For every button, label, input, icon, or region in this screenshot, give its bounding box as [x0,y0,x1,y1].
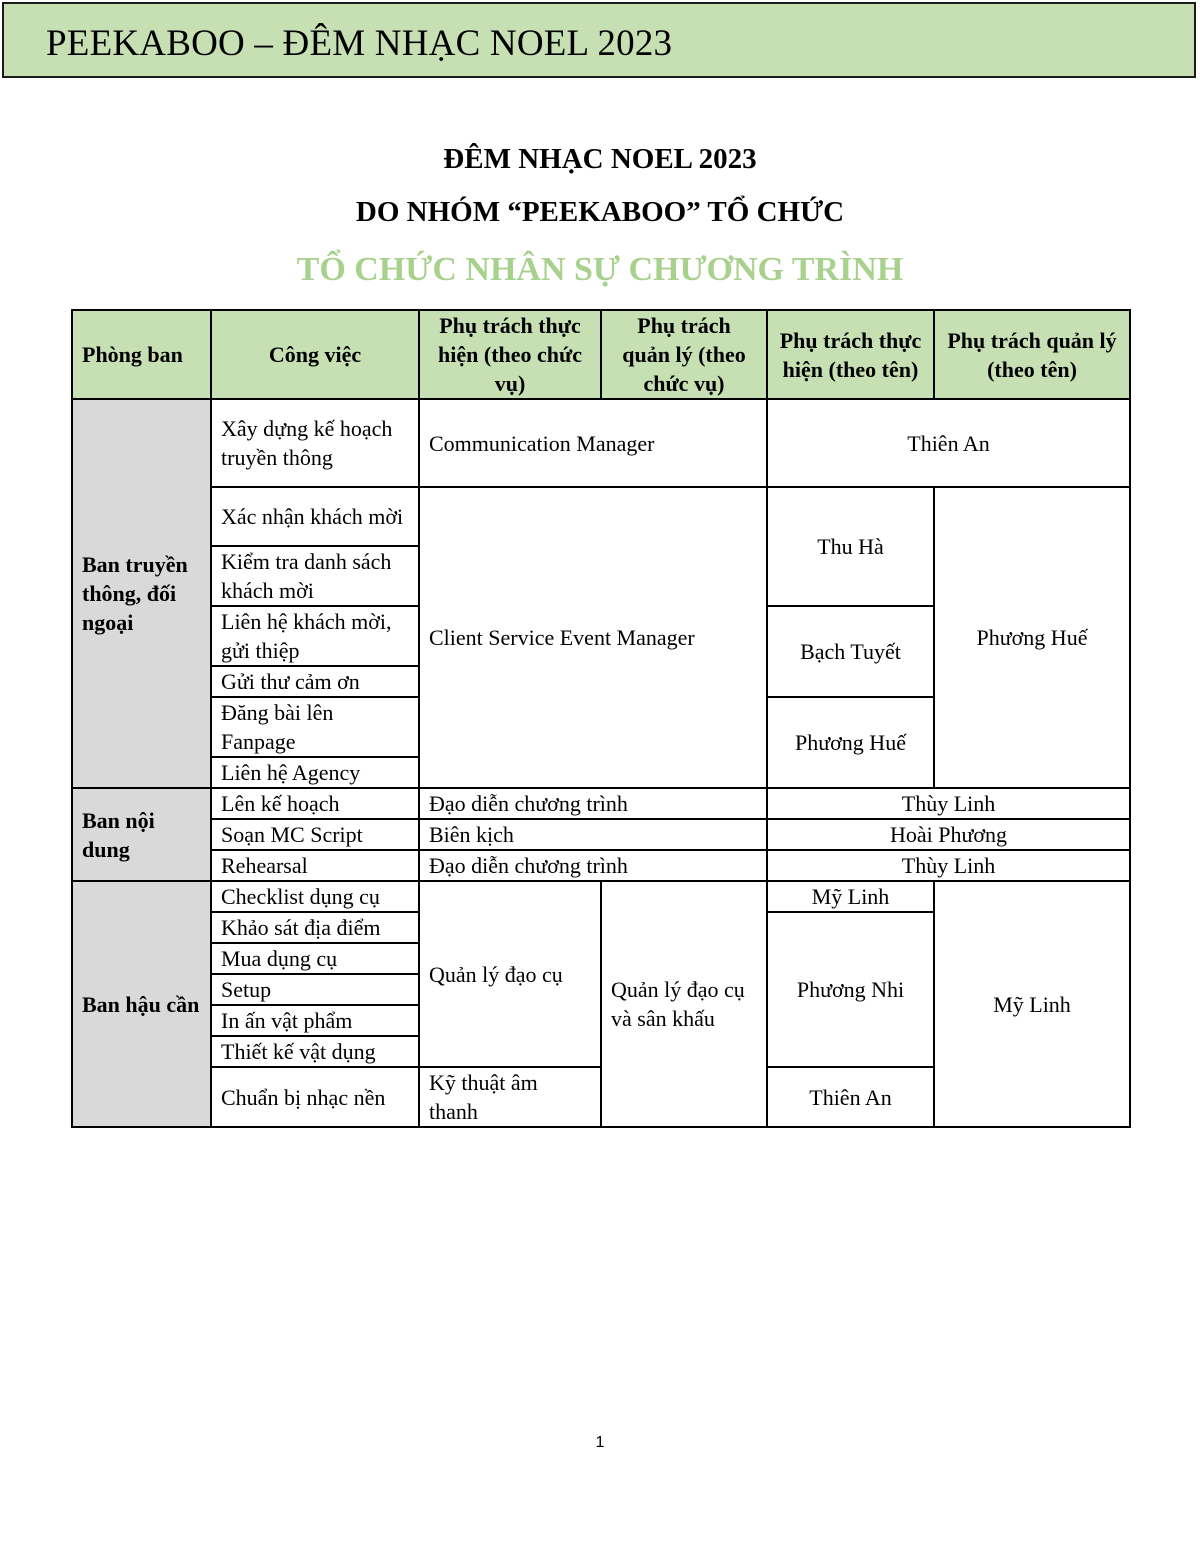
role-cell: Quản lý đạo cụ và sân khấu [601,881,767,1127]
task-cell: Soạn MC Script [211,819,419,850]
table-row [72,881,1130,912]
header-cell-exec-name: Phụ trách thực hiện (theo tên) [767,310,934,399]
table-row [72,399,1130,487]
header-cell-mgr-role: Phụ trách quản lý (theo chức vụ) [601,310,767,399]
task-cell: Chuẩn bị nhạc nền [211,1067,419,1127]
document-title: ĐÊM NHẠC NOEL 2023 [443,143,757,175]
role-cell: Đạo diễn chương trình [419,850,767,881]
header-banner-text: PEEKABOO – ĐÊM NHẠC NOEL 2023 [46,23,673,64]
name-cell: Thu Hà [767,487,934,606]
task-cell: Rehearsal [211,850,419,881]
task-cell: Xây dựng kế hoạch truyền thông [211,399,419,487]
role-cell: Communication Manager [419,399,767,487]
name-cell: Mỹ Linh [767,881,934,912]
name-cell: Phương Huế [934,487,1130,788]
staff-table [71,309,1131,1128]
header-cell-department: Phòng ban [72,310,211,399]
task-cell: Xác nhận khách mời [211,487,419,546]
name-cell: Phương Nhi [767,912,934,1067]
header-banner [2,2,1196,78]
name-cell: Thùy Linh [767,788,1130,819]
department-cell: Ban truyền thông, đối ngoại [72,399,211,788]
table-row [72,788,1130,819]
name-cell: Thùy Linh [767,850,1130,881]
table-row [72,850,1130,881]
header-cell-mgr-name: Phụ trách quản lý (theo tên) [934,310,1130,399]
header-cell-task: Công việc [211,310,419,399]
task-cell: Liên hệ khách mời, gửi thiệp [211,606,419,666]
name-cell: Hoài Phương [767,819,1130,850]
table-row [72,819,1130,850]
page-number: 1 [595,1434,605,1451]
task-cell: Kiểm tra danh sách khách mời [211,546,419,606]
role-cell: Kỹ thuật âm thanh [419,1067,601,1127]
name-cell: Bạch Tuyết [767,606,934,697]
task-cell: In ấn vật phẩm [211,1005,419,1036]
task-cell: Checklist dụng cụ [211,881,419,912]
table-header-row [72,310,1130,399]
task-cell: Đăng bài lên Fanpage [211,697,419,757]
name-cell: Phương Huế [767,697,934,788]
role-cell: Đạo diễn chương trình [419,788,767,819]
document-subtitle: DO NHÓM “PEEKABOO” TỔ CHỨC [355,196,845,228]
department-cell: Ban nội dung [72,788,211,881]
name-cell: Thiên An [767,399,1130,487]
task-cell: Thiết kế vật dụng [211,1036,419,1067]
role-cell: Biên kịch [419,819,767,850]
name-cell: Mỹ Linh [934,881,1130,1127]
task-cell: Liên hệ Agency [211,757,419,788]
task-cell: Khảo sát địa điểm [211,912,419,943]
section-title: TỔ CHỨC NHÂN SỰ CHƯƠNG TRÌNH [296,251,904,288]
role-cell: Quản lý đạo cụ [419,881,601,1067]
task-cell: Mua dụng cụ [211,943,419,974]
task-cell: Gửi thư cảm ơn [211,666,419,697]
header-cell-exec-role: Phụ trách thực hiện (theo chức vụ) [419,310,601,399]
name-cell: Thiên An [767,1067,934,1127]
department-cell: Ban hậu cần [72,881,211,1127]
task-cell: Setup [211,974,419,1005]
task-cell: Lên kế hoạch [211,788,419,819]
table-row [72,487,1130,546]
role-cell: Client Service Event Manager [419,487,767,788]
